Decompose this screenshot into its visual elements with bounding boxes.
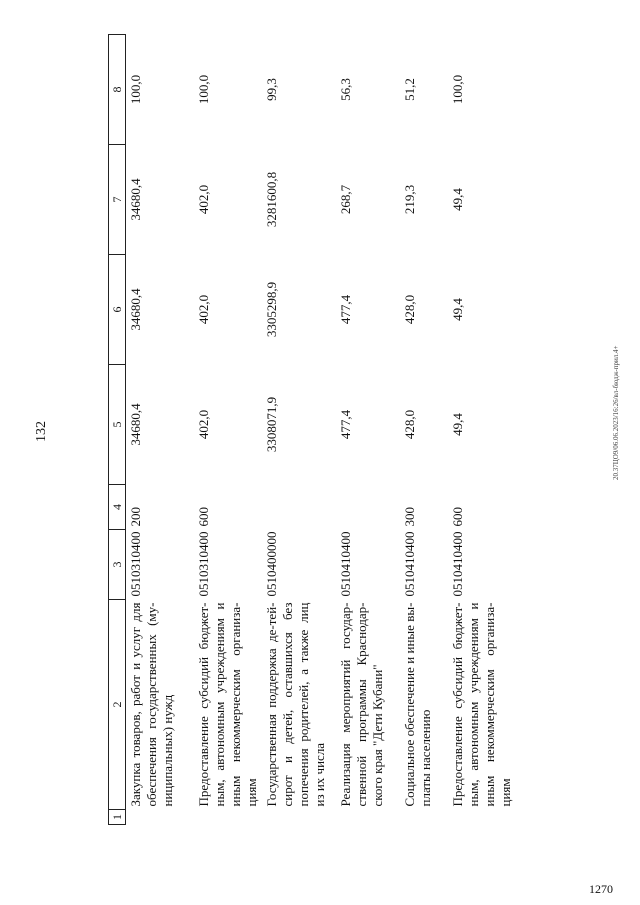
- cell-vr: [336, 485, 400, 530]
- cell-index: [126, 810, 195, 825]
- cell-name: Реализация мероприятий государ-ственной программы Краснодар-ского края "Дети Кубани": [338, 602, 385, 807]
- cell-vr: 300: [402, 507, 417, 527]
- cell-value: 402,0: [196, 294, 211, 325]
- column-header: 3: [109, 530, 126, 600]
- cell-percent: 56,3: [338, 78, 353, 101]
- cell-vr: 600: [450, 507, 465, 527]
- cell-index: [400, 810, 448, 825]
- cell-index: [262, 810, 336, 825]
- cell-code: 0510410400: [402, 531, 417, 597]
- cell-value: 3305298,9: [264, 281, 279, 338]
- cell-percent: 51,2: [402, 78, 417, 101]
- column-header: 7: [109, 145, 126, 255]
- cell-name: Социальное обеспечение и иные вы-платы населению: [402, 602, 433, 807]
- cell-code: 0510310400: [196, 531, 211, 597]
- cell-value: 49,4: [450, 413, 465, 436]
- cell-value: 49,4: [450, 188, 465, 211]
- page-number: 132: [34, 421, 49, 442]
- cell-vr: 600: [196, 507, 211, 527]
- table-row: [400, 35, 448, 825]
- cell-value: 402,0: [196, 409, 211, 440]
- budget-table-rotated: [108, 35, 618, 825]
- cell-index: [448, 810, 518, 825]
- cell-code: 0510400000: [264, 531, 279, 597]
- table-row: [126, 35, 195, 825]
- cell-value: 49,4: [450, 298, 465, 321]
- cell-value: 34680,4: [128, 178, 143, 221]
- cell-code: 0510310400: [128, 531, 143, 597]
- cell-percent: 99,3: [264, 78, 279, 101]
- cell-value: 34680,4: [128, 288, 143, 331]
- cell-value: 477,4: [338, 409, 353, 440]
- table-header-row: [109, 35, 126, 825]
- cell-percent: 100,0: [196, 74, 211, 105]
- column-header: 4: [109, 485, 126, 530]
- sheet-number: 1270: [589, 882, 613, 896]
- cell-value: 428,0: [402, 294, 417, 325]
- table-row: [262, 35, 336, 825]
- cell-value: 3281600,8: [264, 171, 279, 228]
- table-row: [194, 35, 262, 825]
- cell-name: Закупка товаров, работ и услуг для обеспечения государственных (му-ниципальных) нужд: [128, 602, 175, 807]
- cell-percent: 100,0: [128, 74, 143, 105]
- cell-name: Предоставление субсидий бюджет-ным, автономным учреждениям и иным некоммерческим организа-циям: [196, 602, 259, 807]
- cell-value: 219,3: [402, 184, 417, 215]
- cell-value: 34680,4: [128, 403, 143, 446]
- cell-value: 428,0: [402, 409, 417, 440]
- cell-name: Предоставление субсидий бюджет-ным, автономным учреждениям и иным некоммерческим организа-циям: [450, 602, 513, 807]
- table-row: [336, 35, 400, 825]
- column-header: 2: [109, 600, 126, 810]
- cell-index: [336, 810, 400, 825]
- cell-code: 0510410400: [450, 531, 465, 597]
- cell-code: 0510410400: [338, 531, 353, 597]
- column-header: 6: [109, 255, 126, 365]
- cell-vr: 200: [128, 507, 143, 527]
- cell-value: 268,7: [338, 184, 353, 215]
- column-header: 8: [109, 35, 126, 145]
- cell-value: 3308071,9: [264, 396, 279, 453]
- cell-value: 402,0: [196, 184, 211, 215]
- budget-table: [108, 34, 518, 825]
- cell-value: 477,4: [338, 294, 353, 325]
- cell-percent: 100,0: [450, 74, 465, 105]
- table-row: [448, 35, 518, 825]
- cell-vr: [262, 485, 336, 530]
- cell-index: [194, 810, 262, 825]
- column-header: 5: [109, 365, 126, 485]
- column-header: 1: [109, 810, 126, 825]
- cell-name: Государственная поддержка де-тей-сирот и детей, оставшихся без попечения родителей, а также лиц из их числа: [264, 602, 327, 807]
- footer-code: 20.37ЦО9/06.06.2023/16:26/вл-бюдж-прил.4+: [612, 345, 620, 480]
